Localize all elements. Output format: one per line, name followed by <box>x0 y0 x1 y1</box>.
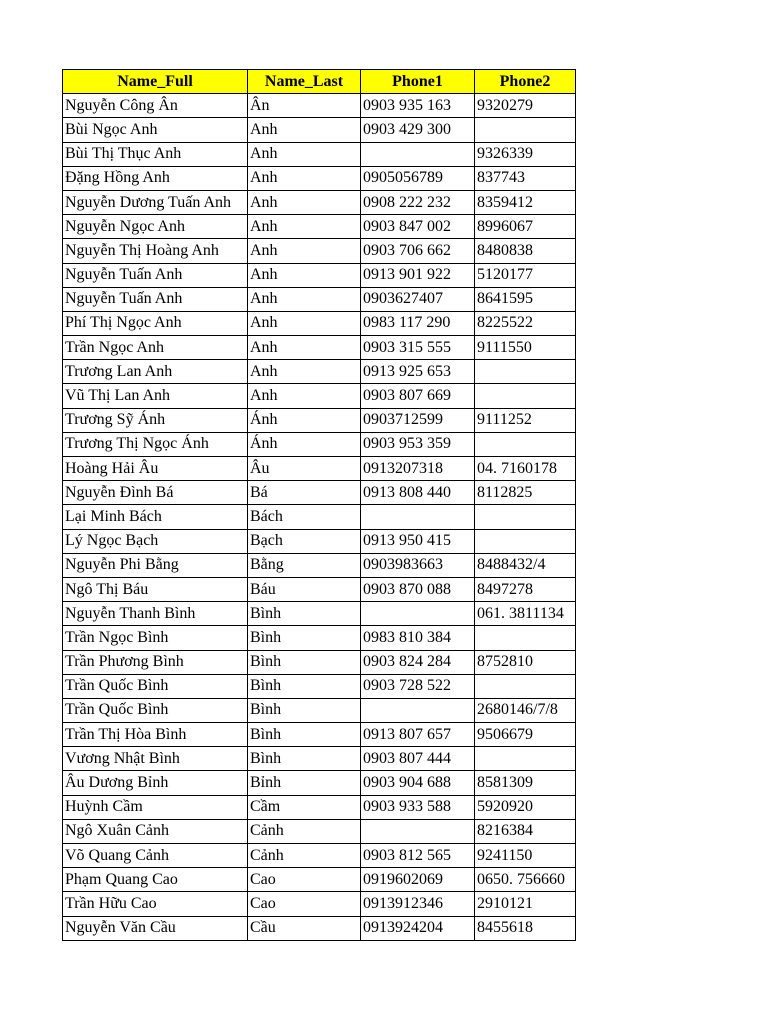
cell-phone2[interactable]: 8488432/4 <box>475 553 576 577</box>
cell-phone2[interactable]: 8581309 <box>475 771 576 795</box>
cell-phone1[interactable]: 0913 950 415 <box>361 529 475 553</box>
cell-phone2[interactable] <box>475 118 576 142</box>
table-row <box>63 868 576 892</box>
header-phone1[interactable]: Phone1 <box>361 70 475 94</box>
cell-phone1[interactable]: 0903 315 555 <box>361 336 475 360</box>
cell-phone2[interactable]: 2680146/7/8 <box>475 698 576 722</box>
cell-name-last[interactable]: Bình <box>248 674 361 698</box>
cell-name-last[interactable]: Âu <box>248 457 361 481</box>
cell-phone1[interactable]: 0903 706 662 <box>361 239 475 263</box>
header-phone2[interactable]: Phone2 <box>475 70 576 94</box>
cell-name-full[interactable]: Âu Dương Bỉnh <box>63 771 248 795</box>
cell-phone1[interactable]: 0903 807 669 <box>361 384 475 408</box>
cell-phone2[interactable] <box>475 626 576 650</box>
table-row <box>63 263 576 287</box>
cell-phone1[interactable]: 0983 810 384 <box>361 626 475 650</box>
cell-phone1[interactable]: 0913 925 653 <box>361 360 475 384</box>
cell-name-last[interactable]: Bình <box>248 602 361 626</box>
cell-phone1[interactable]: 0903 870 088 <box>361 577 475 601</box>
table-row <box>63 360 576 384</box>
table-row <box>63 481 576 505</box>
cell-phone1[interactable]: 0913 901 922 <box>361 263 475 287</box>
table-row <box>63 384 576 408</box>
cell-phone2[interactable]: 837743 <box>475 166 576 190</box>
cell-name-full[interactable]: Nguyễn Thị Hoàng Anh <box>63 239 248 263</box>
cell-name-last[interactable]: Bình <box>248 650 361 674</box>
cell-phone1[interactable]: 0903 935 163 <box>361 94 475 118</box>
cell-name-full[interactable]: Trần Thị Hòa Bình <box>63 723 248 747</box>
table-row <box>63 336 576 360</box>
cell-phone1[interactable]: 0903 812 565 <box>361 844 475 868</box>
cell-name-last[interactable]: Báu <box>248 577 361 601</box>
cell-name-full[interactable]: Nguyễn Công Ân <box>63 94 248 118</box>
cell-name-last[interactable]: Cảnh <box>248 844 361 868</box>
cell-name-full[interactable]: Nguyễn Tuấn Anh <box>63 287 248 311</box>
cell-name-last[interactable]: Anh <box>248 142 361 166</box>
cell-name-full[interactable]: Trần Ngọc Anh <box>63 336 248 360</box>
cell-name-full[interactable]: Nguyễn Đình Bá <box>63 481 248 505</box>
table-row <box>63 553 576 577</box>
cell-phone1[interactable] <box>361 505 475 529</box>
table-row <box>63 529 576 553</box>
cell-phone2[interactable]: 9320279 <box>475 94 576 118</box>
table-row <box>63 94 576 118</box>
cell-name-last[interactable]: Bá <box>248 481 361 505</box>
cell-name-full[interactable]: Trần Ngọc Bình <box>63 626 248 650</box>
cell-phone2[interactable]: 5920920 <box>475 795 576 819</box>
cell-phone1[interactable]: 0913912346 <box>361 892 475 916</box>
cell-name-full[interactable]: Bùi Thị Thục Anh <box>63 142 248 166</box>
table-row <box>63 577 576 601</box>
cell-name-full[interactable]: Bùi Ngọc Anh <box>63 118 248 142</box>
cell-name-last[interactable]: Cầu <box>248 916 361 940</box>
cell-phone2[interactable] <box>475 432 576 456</box>
cell-name-last[interactable]: Anh <box>248 190 361 214</box>
cell-name-full[interactable]: Trần Phương Bình <box>63 650 248 674</box>
cell-phone1[interactable]: 0905056789 <box>361 166 475 190</box>
contacts-table <box>62 69 576 941</box>
cell-name-last[interactable]: Bình <box>248 698 361 722</box>
table-row <box>63 505 576 529</box>
table-row <box>63 239 576 263</box>
table-row <box>63 916 576 940</box>
cell-name-last[interactable]: Cao <box>248 892 361 916</box>
cell-phone2[interactable]: 2910121 <box>475 892 576 916</box>
cell-phone1[interactable]: 0903 429 300 <box>361 118 475 142</box>
cell-phone2[interactable]: 8216384 <box>475 819 576 843</box>
cell-name-full[interactable]: Phí Thị Ngọc Anh <box>63 311 248 335</box>
cell-phone2[interactable] <box>475 747 576 771</box>
cell-phone2[interactable]: 9326339 <box>475 142 576 166</box>
cell-phone1[interactable] <box>361 819 475 843</box>
cell-phone1[interactable] <box>361 698 475 722</box>
cell-name-last[interactable]: Anh <box>248 311 361 335</box>
cell-name-full[interactable]: Huỳnh Cầm <box>63 795 248 819</box>
cell-name-full[interactable]: Ngô Thị Báu <box>63 577 248 601</box>
cell-name-full[interactable]: Trương Thị Ngọc Ánh <box>63 432 248 456</box>
cell-name-full[interactable]: Hoàng Hải Âu <box>63 457 248 481</box>
cell-name-last[interactable]: Anh <box>248 384 361 408</box>
cell-name-last[interactable]: Cao <box>248 868 361 892</box>
cell-phone1[interactable]: 0903 847 002 <box>361 215 475 239</box>
table-row <box>63 142 576 166</box>
table-row <box>63 698 576 722</box>
header-name-full[interactable]: Name_Full <box>63 70 248 94</box>
table-row <box>63 819 576 843</box>
cell-name-last[interactable]: Anh <box>248 166 361 190</box>
table-row <box>63 287 576 311</box>
cell-name-full[interactable]: Trần Quốc Bình <box>63 674 248 698</box>
cell-name-last[interactable]: Anh <box>248 239 361 263</box>
cell-phone1[interactable]: 0919602069 <box>361 868 475 892</box>
table-row <box>63 166 576 190</box>
cell-name-full[interactable]: Ngô Xuân Cảnh <box>63 819 248 843</box>
table-row <box>63 844 576 868</box>
cell-phone1[interactable]: 0903 904 688 <box>361 771 475 795</box>
cell-phone2[interactable]: 8225522 <box>475 311 576 335</box>
cell-phone1[interactable]: 0903 807 444 <box>361 747 475 771</box>
cell-name-full[interactable]: Nguyễn Văn Cầu <box>63 916 248 940</box>
cell-phone2[interactable]: 9506679 <box>475 723 576 747</box>
table-row <box>63 723 576 747</box>
cell-name-last[interactable]: Anh <box>248 263 361 287</box>
cell-phone2[interactable]: 061. 3811134 <box>475 602 576 626</box>
header-row <box>63 70 576 94</box>
cell-phone2[interactable]: 8359412 <box>475 190 576 214</box>
table-row <box>63 118 576 142</box>
cell-phone2[interactable]: 8996067 <box>475 215 576 239</box>
cell-phone2[interactable]: 8752810 <box>475 650 576 674</box>
cell-name-full[interactable]: Nguyễn Tuấn Anh <box>63 263 248 287</box>
cell-phone1[interactable]: 0913 808 440 <box>361 481 475 505</box>
cell-name-full[interactable]: Vương Nhật Bình <box>63 747 248 771</box>
cell-phone1[interactable]: 0903 933 588 <box>361 795 475 819</box>
cell-name-last[interactable]: Anh <box>248 287 361 311</box>
cell-phone2[interactable] <box>475 529 576 553</box>
cell-name-full[interactable]: Trương Lan Anh <box>63 360 248 384</box>
cell-phone1[interactable]: 0913924204 <box>361 916 475 940</box>
cell-phone1[interactable]: 0903983663 <box>361 553 475 577</box>
cell-name-last[interactable]: Ân <box>248 94 361 118</box>
cell-phone1[interactable]: 0983 117 290 <box>361 311 475 335</box>
table-row <box>63 892 576 916</box>
cell-name-last[interactable]: Bình <box>248 626 361 650</box>
cell-name-full[interactable]: Lại Minh Bách <box>63 505 248 529</box>
table-row <box>63 795 576 819</box>
table-row <box>63 457 576 481</box>
cell-phone1[interactable] <box>361 142 475 166</box>
cell-name-full[interactable]: Đặng Hồng Anh <box>63 166 248 190</box>
table-row <box>63 432 576 456</box>
cell-phone2[interactable]: 9111550 <box>475 336 576 360</box>
cell-name-last[interactable]: Bỉnh <box>248 771 361 795</box>
cell-phone1[interactable]: 0903627407 <box>361 287 475 311</box>
cell-phone2[interactable]: 5120177 <box>475 263 576 287</box>
cell-name-full[interactable]: Vũ Thị Lan Anh <box>63 384 248 408</box>
cell-phone2[interactable] <box>475 384 576 408</box>
cell-phone2[interactable]: 8641595 <box>475 287 576 311</box>
cell-phone2[interactable] <box>475 674 576 698</box>
cell-phone2[interactable]: 0650. 756660 <box>475 868 576 892</box>
cell-name-last[interactable]: Bình <box>248 747 361 771</box>
cell-name-full[interactable]: Trần Quốc Bình <box>63 698 248 722</box>
cell-name-last[interactable]: Anh <box>248 360 361 384</box>
cell-name-last[interactable]: Cầm <box>248 795 361 819</box>
cell-phone1[interactable]: 0913207318 <box>361 457 475 481</box>
cell-phone2[interactable]: 8480838 <box>475 239 576 263</box>
table-row <box>63 771 576 795</box>
cell-phone1[interactable]: 0903 728 522 <box>361 674 475 698</box>
table-row <box>63 215 576 239</box>
cell-name-full[interactable]: Nguyễn Phi Bằng <box>63 553 248 577</box>
cell-phone1[interactable]: 0903 824 284 <box>361 650 475 674</box>
table-row <box>63 311 576 335</box>
cell-name-last[interactable]: Anh <box>248 336 361 360</box>
cell-phone2[interactable]: 8497278 <box>475 577 576 601</box>
cell-phone1[interactable]: 0903712599 <box>361 408 475 432</box>
cell-name-last[interactable]: Cảnh <box>248 819 361 843</box>
cell-name-last[interactable]: Anh <box>248 118 361 142</box>
cell-phone2[interactable]: 8112825 <box>475 481 576 505</box>
header-name-last[interactable]: Name_Last <box>248 70 361 94</box>
cell-name-full[interactable]: Nguyễn Thanh Bình <box>63 602 248 626</box>
cell-name-full[interactable]: Lý Ngọc Bạch <box>63 529 248 553</box>
cell-phone2[interactable]: 9241150 <box>475 844 576 868</box>
cell-name-last[interactable]: Bách <box>248 505 361 529</box>
cell-name-last[interactable]: Anh <box>248 215 361 239</box>
cell-name-last[interactable]: Bằng <box>248 553 361 577</box>
cell-name-full[interactable]: Nguyễn Dương Tuấn Anh <box>63 190 248 214</box>
table-row <box>63 408 576 432</box>
table-row <box>63 190 576 214</box>
cell-phone1[interactable]: 0908 222 232 <box>361 190 475 214</box>
table-row <box>63 626 576 650</box>
cell-name-full[interactable]: Võ Quang Cảnh <box>63 844 248 868</box>
cell-phone1[interactable] <box>361 602 475 626</box>
table-row <box>63 650 576 674</box>
cell-name-full[interactable]: Trương Sỹ Ánh <box>63 408 248 432</box>
cell-phone2[interactable]: 9111252 <box>475 408 576 432</box>
cell-name-last[interactable]: Bạch <box>248 529 361 553</box>
cell-phone2[interactable] <box>475 360 576 384</box>
cell-name-full[interactable]: Trần Hữu Cao <box>63 892 248 916</box>
table-body <box>63 94 576 941</box>
cell-name-last[interactable]: Bình <box>248 723 361 747</box>
table-row <box>63 674 576 698</box>
cell-name-last[interactable]: Ánh <box>248 432 361 456</box>
cell-phone2[interactable]: 8455618 <box>475 916 576 940</box>
cell-phone2[interactable] <box>475 505 576 529</box>
cell-name-last[interactable]: Ánh <box>248 408 361 432</box>
table-row <box>63 602 576 626</box>
cell-name-full[interactable]: Nguyễn Ngọc Anh <box>63 215 248 239</box>
cell-phone1[interactable]: 0903 953 359 <box>361 432 475 456</box>
cell-phone2[interactable]: 04. 7160178 <box>475 457 576 481</box>
cell-name-full[interactable]: Phạm Quang Cao <box>63 868 248 892</box>
table-row <box>63 747 576 771</box>
cell-phone1[interactable]: 0913 807 657 <box>361 723 475 747</box>
